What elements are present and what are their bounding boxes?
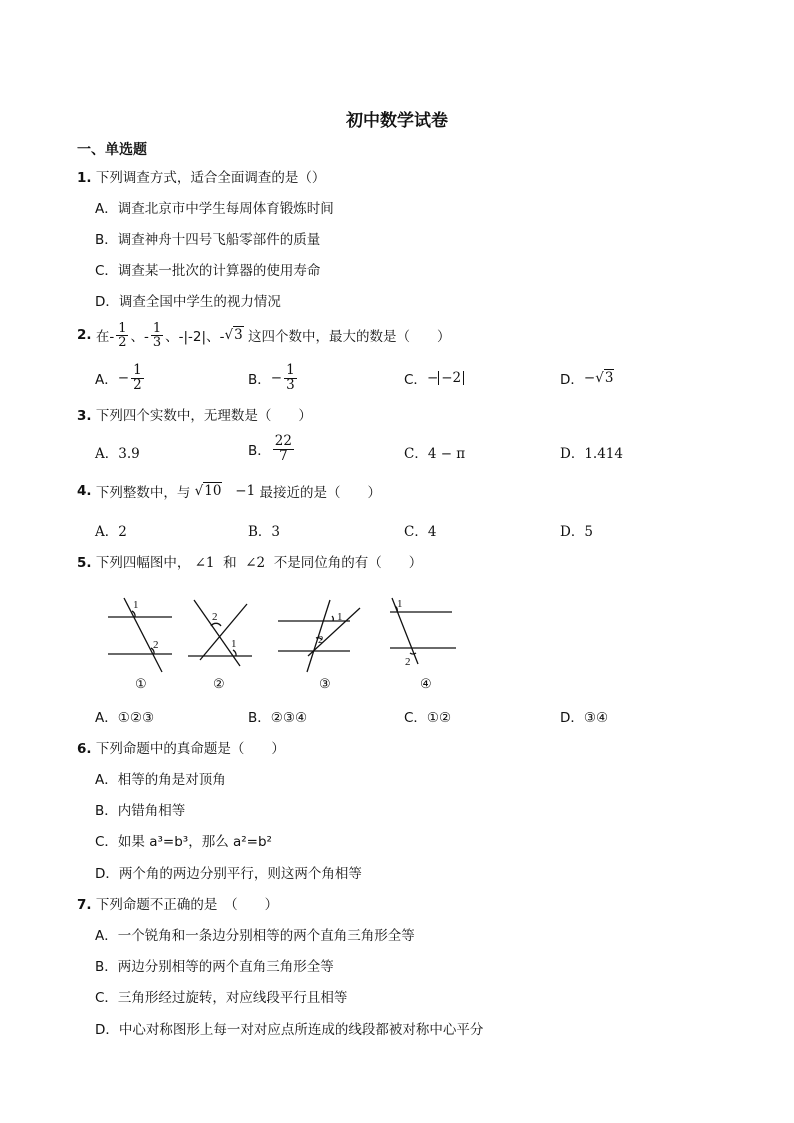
question-number: 4. bbox=[77, 483, 92, 499]
sqrt-sign: √ bbox=[194, 483, 204, 499]
angle-2: ∠2 bbox=[245, 555, 266, 571]
option-a: A．①②③ bbox=[95, 710, 155, 726]
option-d: D．两个角的两边分别平行，则这两个角相等 bbox=[95, 866, 362, 882]
option-a bbox=[95, 360, 146, 396]
option-label: B． bbox=[248, 443, 271, 459]
fig4-label-1: 1 bbox=[397, 598, 403, 610]
numerator: 1 bbox=[133, 362, 142, 378]
fig1-label-1: 1 bbox=[133, 599, 139, 611]
denominator: 3 bbox=[286, 376, 295, 393]
stem-prefix: 下列四幅图中， bbox=[95, 555, 191, 571]
question-stem: 下列四个实数中，无理数是（ ） bbox=[95, 408, 312, 424]
numerator: 1 bbox=[286, 362, 295, 378]
numerator: 22 bbox=[274, 433, 292, 449]
section-heading: 一、单选题 bbox=[77, 142, 147, 158]
option-b: B．3 bbox=[248, 524, 281, 540]
absolute-value: −2 bbox=[438, 371, 464, 386]
fraction-half bbox=[116, 322, 128, 349]
question-number: 1. bbox=[77, 170, 92, 186]
angle-1: ∠1 bbox=[194, 555, 215, 571]
stem-suffix: 不是同位角的有（ ） bbox=[273, 555, 423, 571]
minus-sign: − bbox=[426, 370, 439, 386]
option-b: B．调查神舟十四号飞船零部件的质量 bbox=[95, 232, 321, 248]
fraction bbox=[131, 364, 144, 392]
stem-prefix: 在- bbox=[95, 329, 115, 345]
option-c: C．调查某一批次的计算器的使用寿命 bbox=[95, 263, 321, 279]
question-number: 6. bbox=[77, 741, 92, 757]
separator: 、-|-2|、- bbox=[165, 329, 225, 345]
radicand: 10 bbox=[204, 483, 222, 499]
question-number: 5. bbox=[77, 555, 92, 571]
question-stem: 下列命题不正确的是 （ ） bbox=[95, 897, 279, 913]
option-label: D． bbox=[560, 372, 584, 388]
stem-prefix: 下列整数中，与 bbox=[95, 485, 191, 501]
option-b: B．内错角相等 bbox=[95, 803, 186, 819]
fraction bbox=[284, 364, 297, 392]
option-a: A．相等的角是对顶角 bbox=[95, 772, 226, 788]
minus-sign: − bbox=[117, 370, 130, 386]
option-a: A．一个锐角和一条边分别相等的两个直角三角形全等 bbox=[95, 928, 415, 944]
question-stem: 下列调查方式，适合全面调查的是（） bbox=[95, 170, 326, 186]
stem-suffix: 最接近的是（ ） bbox=[259, 485, 381, 501]
option-b bbox=[248, 360, 299, 396]
fig1-label-2: 2 bbox=[153, 639, 159, 651]
question-5 bbox=[77, 551, 422, 571]
separator: 、- bbox=[130, 329, 149, 345]
page-title: 初中数学试卷 bbox=[346, 111, 448, 131]
option-a: A．3.9 bbox=[95, 446, 140, 462]
question-stem: 下列命题中的真命题是（ ） bbox=[95, 741, 285, 757]
minus-sign: − bbox=[583, 370, 596, 386]
figure-1 bbox=[108, 598, 172, 672]
option-d: D．中心对称图形上每一对对应点所连成的线段都被对称中心平分 bbox=[95, 1022, 484, 1038]
sqrt-3 bbox=[224, 327, 243, 343]
option-c: C．如果 a³=b³，那么 a²=b² bbox=[95, 834, 272, 850]
minus-one: −1 bbox=[235, 483, 256, 499]
option-d: D．5 bbox=[560, 524, 593, 540]
question-number: 2. bbox=[77, 327, 92, 343]
option-b: B．两边分别相等的两个直角三角形全等 bbox=[95, 959, 334, 975]
fraction bbox=[273, 435, 294, 463]
caption-2: ② bbox=[213, 676, 225, 691]
fig2-label-2: 2 bbox=[212, 611, 218, 623]
option-d: D．1.414 bbox=[560, 446, 623, 462]
option-d: D．③④ bbox=[560, 710, 609, 726]
option-c: C．4 − π bbox=[404, 446, 466, 462]
option-label: B． bbox=[248, 372, 271, 388]
option-b: B．②③④ bbox=[248, 710, 308, 726]
caption-3: ③ bbox=[319, 676, 331, 691]
stem-suffix: 这四个数中，最大的数是（ ） bbox=[247, 329, 451, 345]
option-b bbox=[248, 430, 296, 468]
minus-sign: − bbox=[270, 370, 283, 386]
denominator: 3 bbox=[152, 334, 162, 350]
fig2-label-1: 1 bbox=[231, 638, 237, 650]
radicand: 3 bbox=[234, 327, 243, 343]
option-label: C． bbox=[404, 372, 427, 388]
caption-4: ④ bbox=[420, 676, 432, 691]
radicand: 3 bbox=[604, 370, 614, 386]
numerator: 1 bbox=[118, 320, 127, 336]
option-c: C．三角形经过旋转，对应线段平行且相等 bbox=[95, 990, 348, 1006]
option-d: D．调查全国中学生的视力情况 bbox=[95, 294, 281, 310]
sqrt-sign: √ bbox=[224, 327, 234, 343]
question-3 bbox=[77, 404, 312, 424]
question-7 bbox=[77, 893, 278, 913]
sqrt-sign: √ bbox=[595, 370, 604, 386]
question-number: 3. bbox=[77, 408, 92, 424]
option-c: C．①② bbox=[404, 710, 452, 726]
question-6 bbox=[77, 737, 285, 757]
option-c: C．4 bbox=[404, 524, 437, 540]
caption-1: ① bbox=[135, 676, 147, 691]
and-word: 和 bbox=[223, 555, 237, 571]
denominator: 2 bbox=[118, 334, 127, 350]
sqrt-3 bbox=[595, 370, 614, 386]
option-d bbox=[560, 360, 614, 396]
option-label: A． bbox=[95, 372, 118, 388]
question-4 bbox=[77, 481, 381, 501]
figures-diagram bbox=[100, 590, 470, 695]
fig4-label-2: 2 bbox=[405, 656, 411, 668]
numerator: 1 bbox=[152, 320, 162, 336]
fig3-label-2: 2 bbox=[318, 634, 324, 646]
denominator: 7 bbox=[279, 447, 288, 464]
option-c bbox=[404, 360, 464, 396]
question-number: 7. bbox=[77, 897, 92, 913]
figure-2 bbox=[188, 600, 252, 666]
option-a: A．2 bbox=[95, 524, 127, 540]
fraction-third bbox=[151, 322, 163, 349]
fig3-label-1: 1 bbox=[337, 611, 343, 623]
question-1 bbox=[77, 166, 325, 186]
question-2 bbox=[77, 316, 450, 354]
denominator: 2 bbox=[133, 376, 142, 393]
option-a: A．调查北京市中学生每周体育锻炼时间 bbox=[95, 201, 334, 217]
sqrt-10 bbox=[195, 483, 223, 499]
